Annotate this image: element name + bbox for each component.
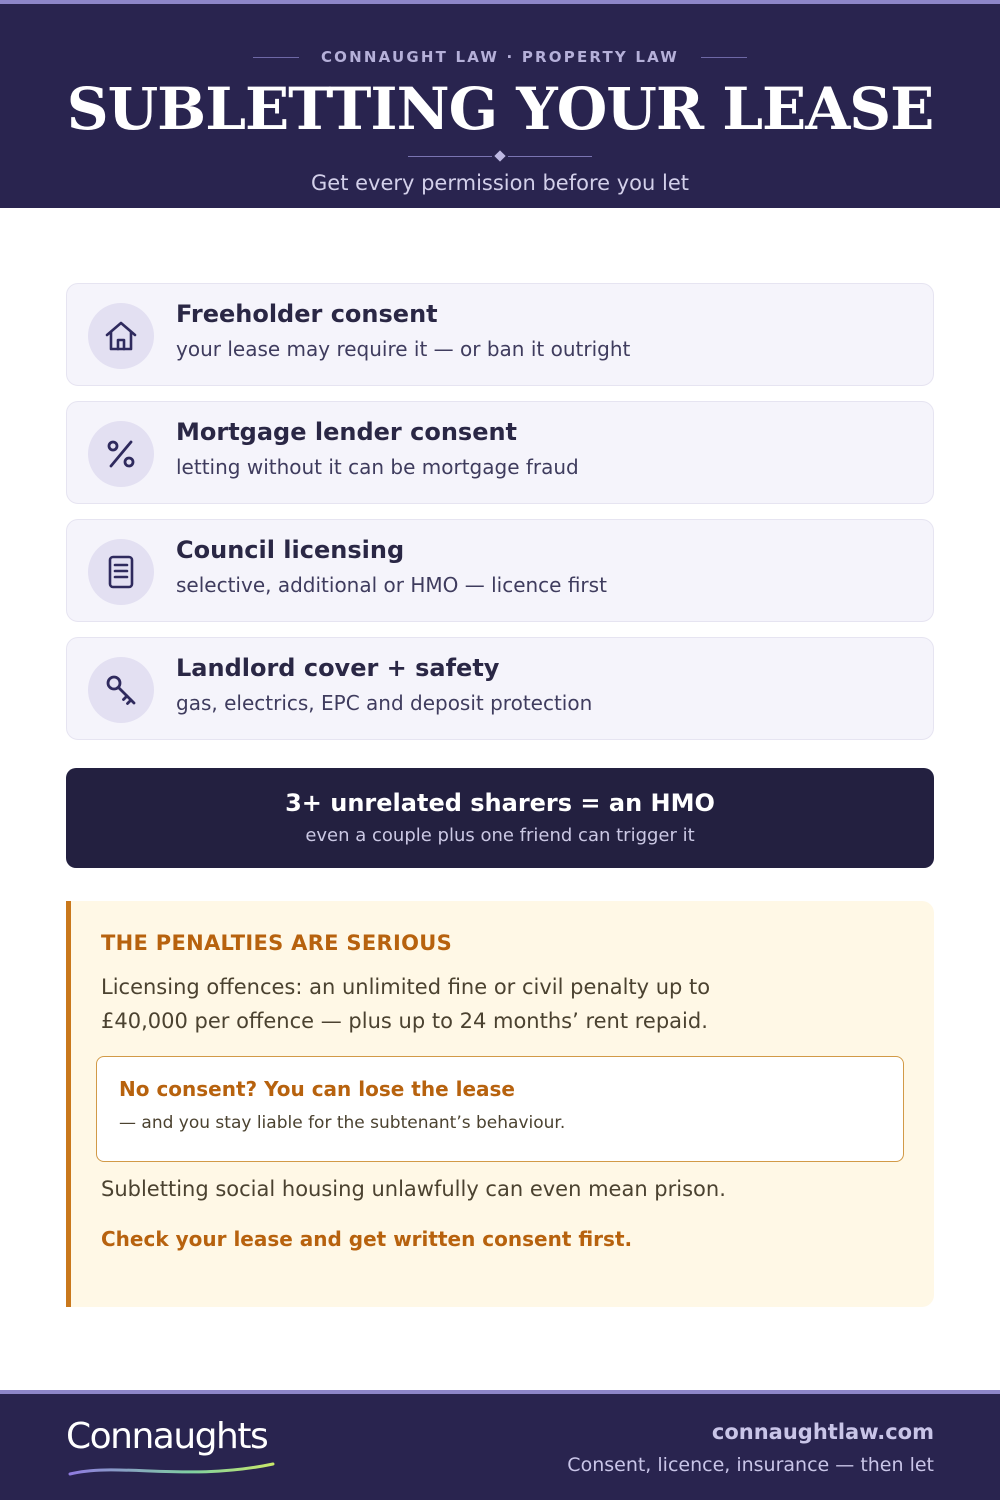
title-divider — [0, 152, 1000, 160]
footer — [0, 1390, 1000, 1500]
card-description: gas, electrics, EPC and deposit protection — [176, 691, 593, 715]
hmo-title: 3+ unrelated sharers = an HMO — [285, 789, 715, 817]
penalties-panel — [66, 901, 934, 1307]
card-description: letting without it can be mortgage fraud — [176, 455, 579, 479]
card-freeholder-consent — [66, 283, 934, 386]
eyebrow-line-left — [253, 57, 299, 58]
card-description: your lease may require it — or ban it outright — [176, 337, 631, 361]
card-title: Landlord cover + safety — [176, 654, 500, 682]
eyebrow-line-right — [701, 57, 747, 58]
penalties-body: Licensing offences: an unlimited fine or civil penalty up to £40,000 per offence — plus up to 24 months’ rent repaid. — [101, 975, 711, 1033]
logo-wordmark: Connaughts — [66, 1416, 268, 1457]
card-landlord-cover-safety — [66, 637, 934, 740]
card-title: Mortgage lender consent — [176, 418, 518, 446]
hmo-subtitle: even a couple plus one friend can trigger it — [305, 825, 695, 846]
eyebrow-row — [0, 48, 1000, 66]
key-icon — [88, 657, 154, 723]
connaughts-logo — [66, 1416, 267, 1457]
callout-subtitle: — and you stay liable for the subtenant’s behaviour. — [119, 1113, 566, 1133]
card-title: Freeholder consent — [176, 300, 438, 328]
eyebrow: CONNAUGHT LAW · PROPERTY LAW — [320, 48, 680, 66]
social-housing-note: Subletting social housing unlawfully can even mean prison. — [101, 1177, 726, 1201]
footer-website-link[interactable]: connaughtlaw.com — [711, 1420, 934, 1444]
header — [0, 0, 1000, 208]
card-description: selective, additional or HMO — licence first — [176, 573, 607, 597]
page-subtitle: Get every permission before you let — [311, 171, 689, 195]
divider-line-left — [408, 156, 492, 157]
card-council-licensing — [66, 519, 934, 622]
call-to-action: Check your lease and get written consent first. — [101, 1227, 633, 1251]
diamond-ornament — [494, 150, 505, 161]
penalties-heading: THE PENALTIES ARE SERIOUS — [101, 931, 453, 955]
lease-loss-callout — [96, 1056, 904, 1162]
document-icon — [88, 539, 154, 605]
callout-title: No consent? You can lose the lease — [119, 1077, 515, 1101]
percent-icon — [88, 421, 154, 487]
card-mortgage-lender-consent — [66, 401, 934, 504]
footer-tagline: Consent, licence, insurance — then let — [567, 1454, 934, 1476]
hmo-banner — [66, 768, 934, 868]
page-title: SUBLETTING YOUR LEASE — [66, 75, 934, 143]
logo-swoosh-icon — [68, 1460, 278, 1480]
divider-line-right — [508, 156, 592, 157]
house-icon — [88, 303, 154, 369]
card-title: Council licensing — [176, 536, 405, 564]
